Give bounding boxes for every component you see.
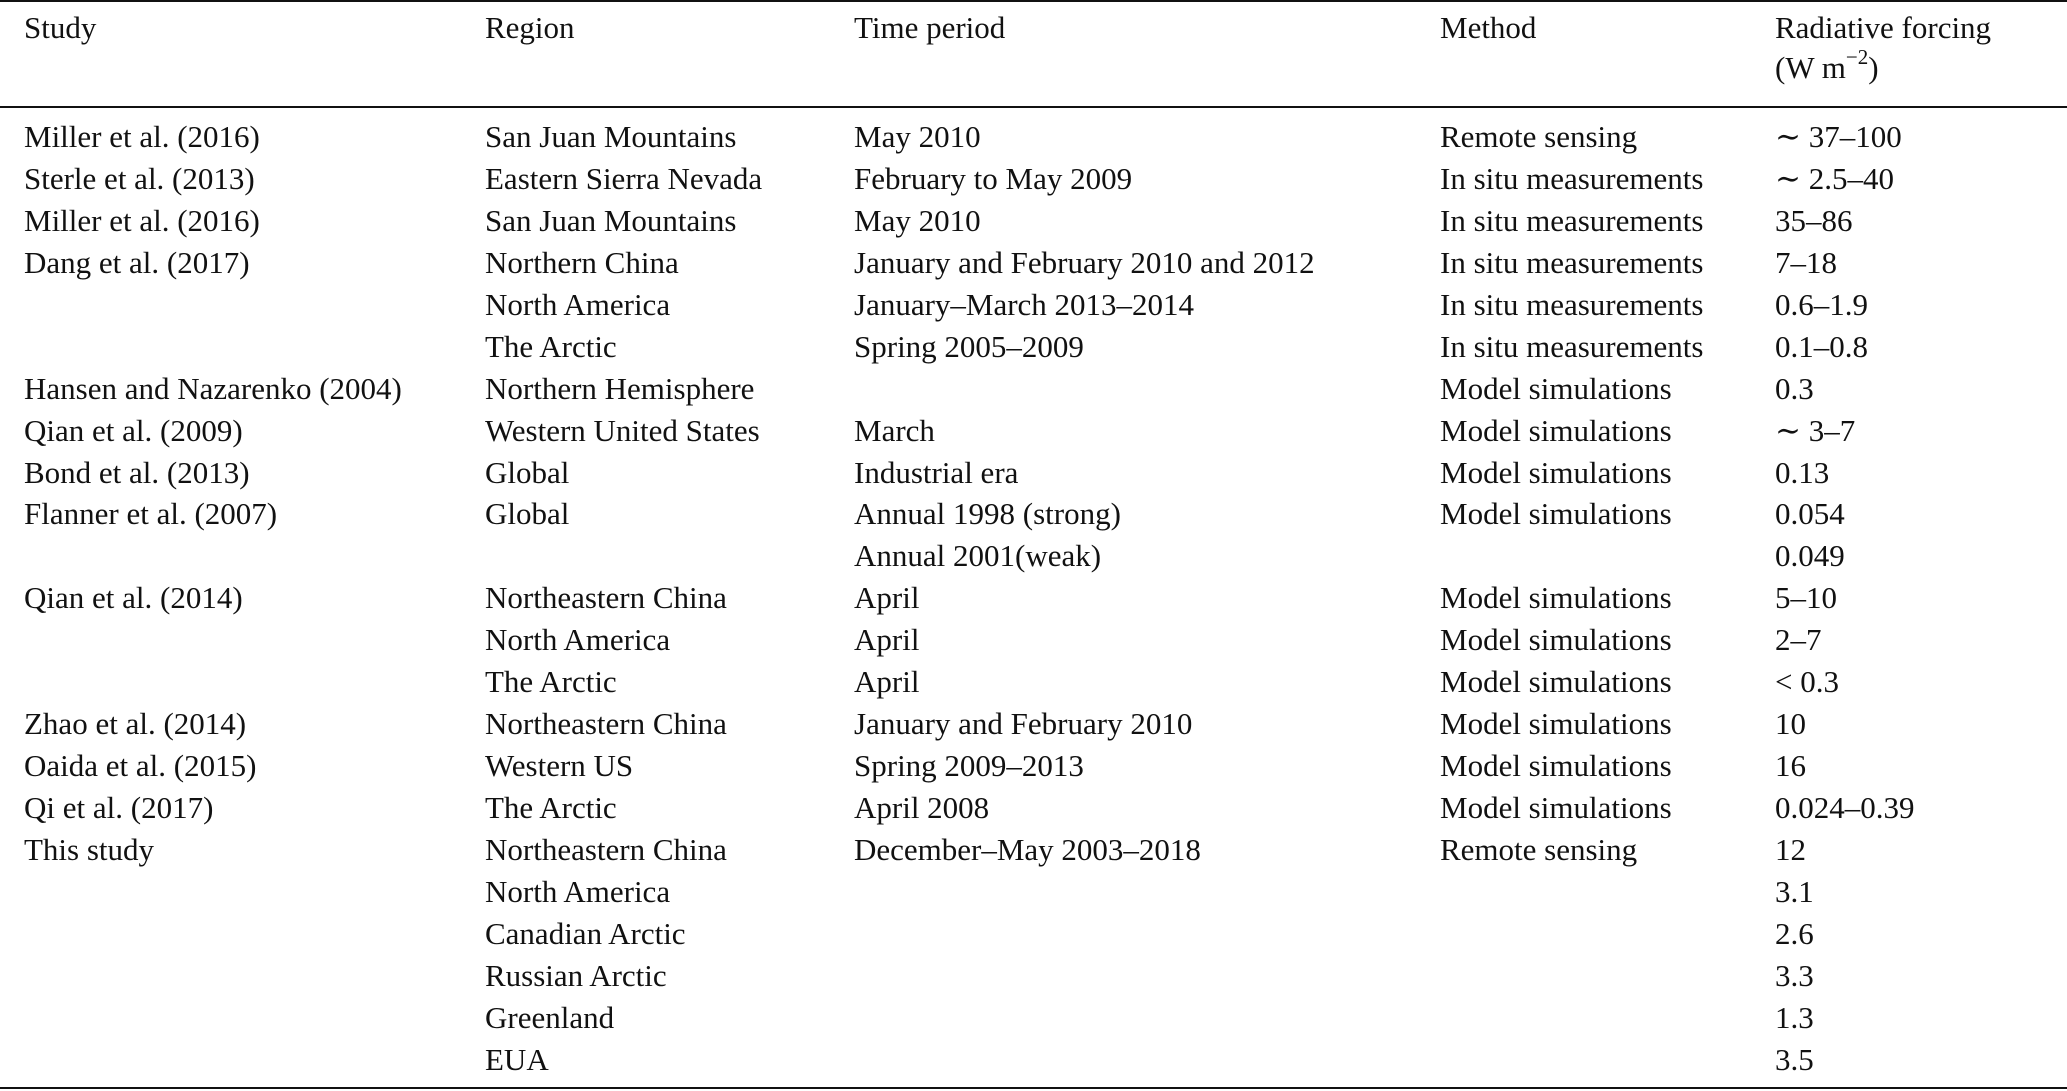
cell-study: Qian et al. (2009) xyxy=(24,412,243,448)
table-row xyxy=(0,452,2067,494)
cell-radiative-forcing: 0.13 xyxy=(1775,454,1830,490)
cell-method: Model simulations xyxy=(1440,748,1672,784)
cell-radiative-forcing: 0.054 xyxy=(1775,496,1845,532)
cell-study: Qian et al. (2014) xyxy=(24,580,243,616)
cell-region: Northern China xyxy=(485,244,679,280)
cell-time-period: Spring 2009–2013 xyxy=(854,748,1084,784)
table-row xyxy=(0,619,2067,661)
table-row xyxy=(0,745,2067,787)
cell-radiative-forcing: 35–86 xyxy=(1775,202,1853,238)
cell-radiative-forcing: 2–7 xyxy=(1775,622,1822,658)
cell-time-period: Industrial era xyxy=(854,454,1019,490)
cell-method: Model simulations xyxy=(1440,790,1672,825)
header-rf-unit xyxy=(1775,45,1991,88)
cell-radiative-forcing: 3.5 xyxy=(1775,1041,1814,1077)
table-row xyxy=(0,535,2067,577)
cell-time-period: March xyxy=(854,412,935,448)
cell-region: San Juan Mountains xyxy=(485,202,737,238)
header-rf-title: Radiative forcing xyxy=(1775,10,1992,45)
cell-method: Model simulations xyxy=(1440,580,1672,616)
cell-method: Model simulations xyxy=(1440,706,1672,742)
cell-radiative-forcing: < 0.3 xyxy=(1775,664,1839,700)
table-row xyxy=(0,787,2067,829)
cell-radiative-forcing: 16 xyxy=(1775,748,1806,784)
cell-method: In situ measurements xyxy=(1440,286,1704,322)
table-body xyxy=(0,116,2067,1081)
cell-radiative-forcing: 7–18 xyxy=(1775,244,1837,280)
header-region: Region xyxy=(485,10,575,45)
cell-radiative-forcing: 0.1–0.8 xyxy=(1775,328,1868,364)
cell-study: Bond et al. (2013) xyxy=(24,454,250,490)
table-row xyxy=(0,410,2067,452)
cell-radiative-forcing: 0.6–1.9 xyxy=(1775,286,1868,322)
table-row xyxy=(0,493,2067,535)
cell-radiative-forcing: ∼ 2.5–40 xyxy=(1775,160,1894,196)
cell-radiative-forcing: 0.049 xyxy=(1775,538,1845,574)
header-rf-unit-sup: −2 xyxy=(1845,45,1869,69)
cell-method: Remote sensing xyxy=(1440,119,1638,154)
cell-region: EUA xyxy=(485,1041,549,1077)
table-row xyxy=(0,577,2067,619)
cell-method: Model simulations xyxy=(1440,454,1672,490)
cell-method: In situ measurements xyxy=(1440,202,1704,238)
cell-study: Miller et al. (2016) xyxy=(24,119,260,154)
cell-region: Northeastern China xyxy=(485,831,727,867)
header-radiative-forcing xyxy=(1775,8,1991,88)
table-row xyxy=(0,326,2067,368)
cell-time-period: May 2010 xyxy=(854,202,981,238)
header-time-period: Time period xyxy=(854,10,1006,45)
table-row xyxy=(0,829,2067,871)
cell-region: Western US xyxy=(485,748,634,784)
cell-region: Western United States xyxy=(485,412,760,448)
cell-time-period: February to May 2009 xyxy=(854,160,1133,196)
cell-time-period: April xyxy=(854,580,920,616)
table-row xyxy=(0,997,2067,1039)
cell-time-period: Annual 2001(weak) xyxy=(854,538,1102,574)
cell-region: North America xyxy=(485,622,671,658)
cell-radiative-forcing: 0.3 xyxy=(1775,370,1814,406)
table-row xyxy=(0,116,2067,158)
header-study: Study xyxy=(24,10,97,45)
table-row xyxy=(0,871,2067,913)
cell-method: Remote sensing xyxy=(1440,831,1638,867)
cell-radiative-forcing: ∼ 37–100 xyxy=(1775,119,1902,154)
cell-study: Flanner et al. (2007) xyxy=(24,496,278,532)
cell-method: Model simulations xyxy=(1440,622,1672,658)
cell-time-period: May 2010 xyxy=(854,119,981,154)
cell-region: Global xyxy=(485,496,570,532)
table-row xyxy=(0,200,2067,242)
table-row xyxy=(0,955,2067,997)
cell-study: This study xyxy=(24,831,155,867)
cell-time-period: January–March 2013–2014 xyxy=(854,286,1195,322)
table-row xyxy=(0,284,2067,326)
cell-time-period: Spring 2005–2009 xyxy=(854,328,1084,364)
cell-region: San Juan Mountains xyxy=(485,119,737,154)
table-row xyxy=(0,661,2067,703)
cell-radiative-forcing: 3.3 xyxy=(1775,957,1814,993)
header-rf-unit-pre: (W m xyxy=(1775,50,1846,85)
cell-radiative-forcing: 1.3 xyxy=(1775,999,1814,1035)
cell-region: North America xyxy=(485,286,671,322)
cell-method: Model simulations xyxy=(1440,496,1672,532)
header-rf-unit-post: ) xyxy=(1868,50,1879,85)
table-row xyxy=(0,1039,2067,1081)
cell-radiative-forcing: 10 xyxy=(1775,706,1806,742)
cell-method: Model simulations xyxy=(1440,370,1672,406)
table-row xyxy=(0,913,2067,955)
table-header-rule xyxy=(0,106,2067,108)
cell-region: The Arctic xyxy=(485,328,617,364)
cell-time-period: January and February 2010 xyxy=(854,706,1193,742)
cell-region: Northern Hemisphere xyxy=(485,370,755,406)
cell-study: Dang et al. (2017) xyxy=(24,244,250,280)
cell-time-period: January and February 2010 and 2012 xyxy=(854,244,1315,280)
cell-study: Miller et al. (2016) xyxy=(24,202,260,238)
cell-region: Northeastern China xyxy=(485,580,727,616)
cell-method: In situ measurements xyxy=(1440,328,1704,364)
cell-radiative-forcing: ∼ 3–7 xyxy=(1775,412,1856,448)
cell-study: Oaida et al. (2015) xyxy=(24,748,257,784)
cell-method: In situ measurements xyxy=(1440,244,1704,280)
cell-radiative-forcing: 5–10 xyxy=(1775,580,1837,616)
cell-radiative-forcing: 2.6 xyxy=(1775,915,1814,951)
cell-radiative-forcing: 12 xyxy=(1775,831,1806,867)
table-bottom-rule xyxy=(0,1087,2067,1089)
table-row xyxy=(0,242,2067,284)
cell-region: North America xyxy=(485,873,671,909)
cell-region: The Arctic xyxy=(485,664,617,700)
table-row xyxy=(0,368,2067,410)
table-row xyxy=(0,158,2067,200)
cell-radiative-forcing: 0.024–0.39 xyxy=(1775,790,1915,825)
cell-method: In situ measurements xyxy=(1440,160,1704,196)
cell-region: The Arctic xyxy=(485,790,617,825)
cell-time-period: April 2008 xyxy=(854,790,990,825)
cell-study: Zhao et al. (2014) xyxy=(24,706,247,742)
cell-method: Model simulations xyxy=(1440,412,1672,448)
cell-region: Canadian Arctic xyxy=(485,915,686,951)
cell-region: Russian Arctic xyxy=(485,957,667,993)
cell-time-period: December–May 2003–2018 xyxy=(854,831,1201,867)
cell-study: Qi et al. (2017) xyxy=(24,790,214,825)
cell-time-period: April xyxy=(854,664,920,700)
table-header xyxy=(0,8,2067,104)
table-row xyxy=(0,703,2067,745)
cell-region: Global xyxy=(485,454,570,490)
cell-region: Greenland xyxy=(485,999,615,1035)
cell-study: Hansen and Nazarenko (2004) xyxy=(24,370,402,406)
table-top-rule xyxy=(0,0,2067,2)
header-method: Method xyxy=(1440,10,1537,45)
cell-radiative-forcing: 3.1 xyxy=(1775,873,1814,909)
cell-region: Northeastern China xyxy=(485,706,727,742)
cell-region: Eastern Sierra Nevada xyxy=(485,160,763,196)
cell-time-period: April xyxy=(854,622,920,658)
cell-study: Sterle et al. (2013) xyxy=(24,160,255,196)
cell-time-period: Annual 1998 (strong) xyxy=(854,496,1121,532)
cell-method: Model simulations xyxy=(1440,664,1672,700)
